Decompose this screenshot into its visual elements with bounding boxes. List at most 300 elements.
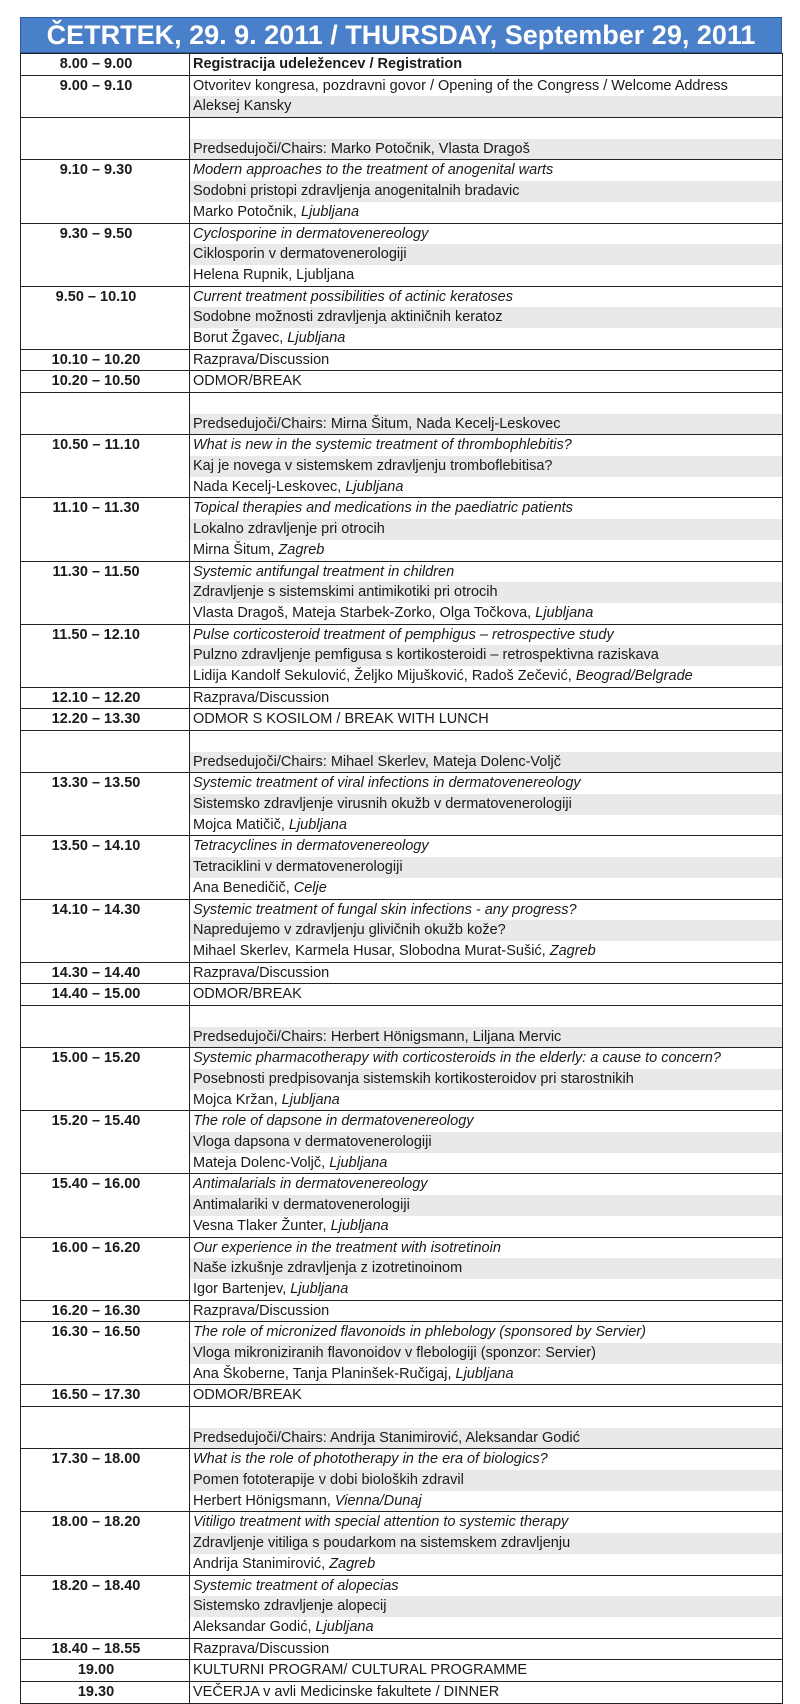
time-slot: 14.10 – 14.30 <box>51 901 141 918</box>
session-line <box>190 920 782 941</box>
time-cell <box>21 962 190 984</box>
session-cell <box>190 1385 783 1407</box>
session-line <box>190 1195 782 1216</box>
time-cell <box>21 435 190 498</box>
line-text: Vitiligo treatment with special attention to systemic therapy <box>193 1514 569 1531</box>
time-slot: 11.30 – 11.50 <box>52 563 140 580</box>
schedule-row <box>21 899 783 962</box>
schedule-row <box>21 1111 783 1174</box>
city-text: Ljubljana <box>301 203 360 220</box>
page-title: ČETRTEK, 29. 9. 2011 / THURSDAY, September 29, 2011 <box>20 17 782 53</box>
session-cell <box>190 1512 783 1575</box>
session-line-primary <box>190 498 782 519</box>
line-text: Predsedujoči/Chairs: Mirna Šitum, Nada Kecelj-Leskovec <box>193 415 561 432</box>
session-line <box>190 1132 782 1153</box>
schedule-row <box>21 1048 783 1111</box>
session-line-primary <box>190 625 782 646</box>
session-line-primary <box>190 1512 782 1533</box>
schedule-row <box>21 773 783 836</box>
time-slot: 10.50 – 11.10 <box>52 437 140 454</box>
time-slot: 12.10 – 12.20 <box>51 689 141 706</box>
session-line <box>190 1027 782 1048</box>
schedule-row <box>21 1005 783 1047</box>
schedule-row <box>21 731 783 773</box>
session-line <box>190 477 782 498</box>
session-line-primary <box>190 1006 782 1027</box>
city-text: Ljubljana <box>281 1091 340 1108</box>
session-line <box>190 582 782 603</box>
schedule-row <box>21 984 783 1006</box>
session-cell <box>190 371 783 393</box>
line-text: Kaj je novega v sistemskem zdravljenju tromboflebitisa? <box>193 458 553 475</box>
session-cell <box>190 836 783 899</box>
time-cell <box>21 1660 190 1682</box>
line-text: Vloga mikroniziranih flavonoidov v flebologiji (sponzor: Servier) <box>193 1344 596 1361</box>
session-line <box>190 1343 782 1364</box>
session-line-primary <box>190 160 782 181</box>
time-cell <box>21 773 190 836</box>
schedule-table <box>20 53 783 1704</box>
session-line-primary <box>190 1576 782 1597</box>
line-text: Sistemsko zdravljenje alopecij <box>193 1598 387 1615</box>
session-cell <box>190 118 783 160</box>
schedule-row <box>21 1407 783 1449</box>
city-text: Ljubljana <box>329 1154 388 1171</box>
session-cell <box>190 160 783 223</box>
line-text: Topical therapies and medications in the paediatric patients <box>193 500 573 517</box>
session-line-primary <box>190 1660 782 1681</box>
session-line-primary <box>190 773 782 794</box>
time-slot: 15.20 – 15.40 <box>51 1113 141 1130</box>
session-line-primary <box>190 393 782 414</box>
session-line-primary <box>190 984 782 1005</box>
line-text: Modern approaches to the treatment of anogenital warts <box>193 162 554 179</box>
time-slot: 14.30 – 14.40 <box>51 964 141 981</box>
line-text: Predsedujoči/Chairs: Andrija Stanimirović, Aleksandar Godić <box>193 1429 580 1446</box>
session-cell <box>190 1174 783 1237</box>
session-line <box>190 1258 782 1279</box>
time-cell <box>21 75 190 117</box>
time-cell <box>21 1005 190 1047</box>
time-slot: 10.20 – 10.50 <box>51 373 141 390</box>
line-text: Razprava/Discussion <box>193 1640 330 1657</box>
session-cell <box>190 1111 783 1174</box>
schedule-row <box>21 1385 783 1407</box>
line-text: Ana Benedičič, <box>193 879 294 896</box>
line-text: Current treatment possibilities of actinic keratoses <box>193 288 513 305</box>
session-cell <box>190 75 783 117</box>
session-line-primary <box>190 1238 782 1259</box>
line-text: Predsedujoči/Chairs: Marko Potočnik, Vlasta Dragoš <box>193 140 530 157</box>
time-slot <box>21 1006 171 1027</box>
session-line-primary <box>190 287 782 308</box>
session-cell <box>190 709 783 731</box>
schedule-row <box>21 1300 783 1322</box>
time-slot: 12.20 – 13.30 <box>51 711 141 728</box>
line-text: Nada Kecelj-Leskovec, <box>193 478 346 495</box>
time-slot: 14.40 – 15.00 <box>51 986 141 1003</box>
session-cell <box>190 1005 783 1047</box>
schedule-row <box>21 393 783 435</box>
session-line <box>190 645 782 666</box>
line-text: Vesna Tlaker Žunter, <box>193 1217 331 1234</box>
line-text: ODMOR/BREAK <box>193 1387 302 1404</box>
schedule-body <box>21 54 783 1704</box>
line-text: Sodobne možnosti zdravljenja aktiničnih keratoz <box>193 309 503 326</box>
time-cell <box>21 1322 190 1385</box>
schedule-row <box>21 1237 783 1300</box>
time-slot <box>21 393 171 414</box>
session-cell <box>190 1575 783 1638</box>
session-line <box>190 1069 782 1090</box>
session-line-primary <box>190 900 782 921</box>
time-cell <box>21 349 190 371</box>
line-text: Ana Škoberne, Tanja Planinšek-Ručigaj, <box>193 1365 456 1382</box>
session-line-primary <box>190 76 782 97</box>
line-text: ODMOR S KOSILOM / BREAK WITH LUNCH <box>193 711 489 728</box>
session-cell <box>190 899 783 962</box>
session-cell <box>190 1407 783 1449</box>
city-text: Ljubljana <box>315 1618 374 1635</box>
line-text: Naše izkušnje zdravljenja z izotretinoinom <box>193 1260 463 1277</box>
schedule-row <box>21 1174 783 1237</box>
session-line <box>190 519 782 540</box>
schedule-row <box>21 962 783 984</box>
session-cell <box>190 624 783 687</box>
line-text: Antimalarials in dermatovenereology <box>193 1176 428 1193</box>
session-line-primary <box>190 1682 782 1703</box>
line-text: ODMOR/BREAK <box>193 986 302 1003</box>
city-text: Zagreb <box>278 541 325 558</box>
session-line-primary <box>190 1449 782 1470</box>
time-cell <box>21 731 190 773</box>
line-text: Our experience in the treatment with isotretinoin <box>193 1239 501 1256</box>
session-line <box>190 1554 782 1575</box>
city-text: Beograd/Belgrade <box>575 667 693 684</box>
schedule-row <box>21 1449 783 1512</box>
line-text: Razprava/Discussion <box>193 964 330 981</box>
session-cell <box>190 1237 783 1300</box>
line-text: Mojca Kržan, <box>193 1091 282 1108</box>
schedule-row <box>21 371 783 393</box>
schedule-row <box>21 1322 783 1385</box>
time-cell <box>21 709 190 731</box>
session-line <box>190 456 782 477</box>
session-cell <box>190 393 783 435</box>
schedule-row <box>21 687 783 709</box>
session-line <box>190 752 782 773</box>
session-cell <box>190 1681 783 1703</box>
session-line <box>190 603 782 624</box>
city-text: Ljubljana <box>288 816 347 833</box>
session-line-primary <box>190 1048 782 1069</box>
time-cell <box>21 118 190 160</box>
session-cell <box>190 731 783 773</box>
session-line <box>190 941 782 962</box>
session-line <box>190 1491 782 1512</box>
session-line <box>190 307 782 328</box>
city-text: Ljubljana <box>455 1365 514 1382</box>
line-text: Registracija udeležencev / Registration <box>193 56 463 72</box>
time-slot <box>21 118 171 139</box>
schedule-row <box>21 223 783 286</box>
session-line-primary <box>190 224 782 245</box>
city-text: Ljubljana <box>345 478 404 495</box>
city-text: Ljubljana <box>330 1217 389 1234</box>
session-line <box>190 96 782 117</box>
line-text: Tetracyclines in dermatovenereology <box>193 838 429 855</box>
time-cell <box>21 371 190 393</box>
session-line <box>190 1596 782 1617</box>
session-line <box>190 265 782 286</box>
time-slot: 13.50 – 14.10 <box>51 838 141 855</box>
session-line-primary <box>190 350 782 371</box>
line-text: Herbert Hönigsmann, <box>193 1492 335 1509</box>
session-cell <box>190 54 783 76</box>
session-line <box>190 1470 782 1491</box>
line-text: Posebnosti predpisovanja sistemskih kortikosteroidov pri starostnikih <box>193 1071 634 1087</box>
time-slot: 8.00 – 9.00 <box>59 56 133 72</box>
line-text: Zdravljenje vitiliga s poudarkom na sistemskem zdravljenju <box>193 1535 571 1552</box>
session-cell <box>190 286 783 349</box>
session-line <box>190 815 782 836</box>
line-text: Helena Rupnik, Ljubljana <box>193 266 355 283</box>
session-line <box>190 1216 782 1237</box>
session-line-primary <box>190 963 782 984</box>
session-cell <box>190 349 783 371</box>
time-cell <box>21 1512 190 1575</box>
time-cell <box>21 498 190 561</box>
schedule-row <box>21 435 783 498</box>
time-cell <box>21 1385 190 1407</box>
session-cell <box>190 1322 783 1385</box>
schedule-row <box>21 349 783 371</box>
session-cell <box>190 687 783 709</box>
city-text: Ljubljana <box>290 1280 349 1297</box>
session-line-primary <box>190 435 782 456</box>
session-line-primary <box>190 1322 782 1343</box>
time-slot: 17.30 – 18.00 <box>51 1451 141 1468</box>
line-text: Mirna Šitum, <box>193 541 279 558</box>
time-cell <box>21 984 190 1006</box>
time-cell <box>21 1638 190 1660</box>
session-line-primary <box>190 1301 782 1322</box>
time-cell <box>21 160 190 223</box>
line-text: Pulzno zdravljenje pemfigusa s kortikosteroidi – retrospektivna raziskava <box>193 647 659 664</box>
session-line-primary <box>190 836 782 857</box>
time-slot: 18.40 – 18.55 <box>51 1640 141 1657</box>
session-cell <box>190 435 783 498</box>
session-line <box>190 540 782 561</box>
line-text: KULTURNI PROGRAM/ CULTURAL PROGRAMME <box>193 1662 528 1679</box>
line-text: Aleksandar Godić, <box>193 1618 316 1635</box>
session-line <box>190 666 782 687</box>
line-text: Vloga dapsona v dermatovenerologiji <box>193 1134 432 1151</box>
line-text: Pulse corticosteroid treatment of pemphigus – retrospective study <box>193 626 614 643</box>
line-text: Andrija Stanimirović, <box>193 1555 330 1572</box>
session-line-primary <box>190 709 782 730</box>
line-text: ODMOR/BREAK <box>193 373 302 390</box>
time-slot <box>21 1407 171 1428</box>
time-slot: 9.10 – 9.30 <box>59 162 133 179</box>
session-line-primary <box>190 118 782 139</box>
time-slot: 11.50 – 12.10 <box>52 626 140 643</box>
session-line <box>190 1428 782 1449</box>
session-line <box>190 181 782 202</box>
session-line <box>190 857 782 878</box>
session-cell <box>190 962 783 984</box>
time-slot: 10.10 – 10.20 <box>51 351 141 368</box>
schedule-row <box>21 624 783 687</box>
session-cell <box>190 498 783 561</box>
schedule-row <box>21 1660 783 1682</box>
session-line-primary <box>190 1639 782 1660</box>
session-line <box>190 244 782 265</box>
line-text: Sistemsko zdravljenje virusnih okužb v dermatovenerologiji <box>193 796 572 813</box>
line-text: Borut Žgavec, <box>193 329 288 346</box>
time-slot: 16.20 – 16.30 <box>51 1302 141 1319</box>
schedule-row <box>21 1638 783 1660</box>
session-cell <box>190 773 783 836</box>
session-line-primary <box>190 1174 782 1195</box>
schedule-row <box>21 1512 783 1575</box>
time-cell <box>21 1449 190 1512</box>
session-line <box>190 878 782 899</box>
time-cell <box>21 687 190 709</box>
city-text: Zagreb <box>549 942 596 959</box>
city-text: Ljubljana <box>287 329 346 346</box>
line-text: Zdravljenje s sistemskimi antimikotiki pri otrocih <box>193 584 498 601</box>
line-text: Razprava/Discussion <box>193 351 330 368</box>
time-slot: 9.00 – 9.10 <box>59 77 133 94</box>
line-text: Mojca Matičič, <box>193 816 289 833</box>
session-line <box>190 202 782 223</box>
session-line-primary <box>190 54 782 75</box>
time-slot <box>21 731 171 752</box>
line-text: The role of micronized flavonoids in phlebology (sponsored by Servier) <box>193 1324 646 1341</box>
line-text: What is new in the systemic treatment of thrombophlebitis? <box>193 437 572 454</box>
time-slot: 15.40 – 16.00 <box>51 1176 141 1193</box>
line-text: Systemic treatment of viral infections in dermatovenereology <box>193 775 581 792</box>
session-line-primary <box>190 1111 782 1132</box>
time-cell <box>21 286 190 349</box>
session-line-primary <box>190 1385 782 1406</box>
schedule-row <box>21 75 783 117</box>
session-cell <box>190 561 783 624</box>
time-cell <box>21 1681 190 1703</box>
line-text: Mateja Dolenc-Voljč, <box>193 1154 330 1171</box>
schedule-row <box>21 286 783 349</box>
schedule-row <box>21 1681 783 1703</box>
time-slot: 18.20 – 18.40 <box>51 1577 141 1594</box>
session-line-primary <box>190 731 782 752</box>
session-line <box>190 139 782 160</box>
line-text: Ciklosporin v dermatovenerologiji <box>193 246 407 263</box>
time-slot: 13.30 – 13.50 <box>51 775 141 792</box>
session-cell <box>190 1449 783 1512</box>
time-cell <box>21 1575 190 1638</box>
city-text: Ljubljana <box>535 604 594 621</box>
time-cell <box>21 1407 190 1449</box>
time-cell <box>21 1300 190 1322</box>
schedule-row <box>21 118 783 160</box>
schedule-row <box>21 498 783 561</box>
line-text: Systemic pharmacotherapy with corticosteroids in the elderly: a cause to concern? <box>193 1050 721 1067</box>
schedule-row <box>21 561 783 624</box>
time-cell <box>21 1111 190 1174</box>
session-line <box>190 1533 782 1554</box>
session-cell <box>190 1048 783 1111</box>
time-slot: 16.50 – 17.30 <box>51 1387 141 1404</box>
schedule-row <box>21 836 783 899</box>
line-text: Tetraciklini v dermatovenerologiji <box>193 859 403 876</box>
session-line <box>190 794 782 815</box>
time-slot: 16.30 – 16.50 <box>51 1324 141 1341</box>
time-cell <box>21 624 190 687</box>
programme-sheet <box>20 17 782 1704</box>
time-slot: 9.30 – 9.50 <box>59 225 133 242</box>
time-cell <box>21 393 190 435</box>
session-line <box>190 1153 782 1174</box>
time-slot: 16.00 – 16.20 <box>51 1239 141 1256</box>
session-line <box>190 1617 782 1638</box>
city-text: Celje <box>293 879 327 896</box>
session-line-primary <box>190 562 782 583</box>
city-text: Vienna/Dunaj <box>334 1492 422 1509</box>
line-text: Igor Bartenjev, <box>193 1280 291 1297</box>
schedule-row <box>21 1575 783 1638</box>
schedule-row <box>21 160 783 223</box>
time-slot: 9.50 – 10.10 <box>55 288 137 305</box>
session-line <box>190 328 782 349</box>
line-text: Razprava/Discussion <box>193 689 330 706</box>
line-text: Mihael Skerlev, Karmela Husar, Slobodna Murat-Sušić, <box>193 942 550 959</box>
line-text: Lokalno zdravljenje pri otrocih <box>193 521 385 538</box>
line-text: Systemic treatment of alopecias <box>193 1577 399 1594</box>
session-line-primary <box>190 1407 782 1428</box>
line-text: Predsedujoči/Chairs: Mihael Skerlev, Mateja Dolenc-Voljč <box>193 753 562 770</box>
session-line-primary <box>190 688 782 709</box>
session-line <box>190 1090 782 1111</box>
line-text: Cyclosporine in dermatovenereology <box>193 225 429 242</box>
time-slot: 19.30 <box>77 1683 115 1700</box>
session-line <box>190 1279 782 1300</box>
time-slot: 18.00 – 18.20 <box>51 1514 141 1531</box>
line-text: Marko Potočnik, <box>193 203 301 220</box>
schedule-row <box>21 54 783 76</box>
session-cell <box>190 1660 783 1682</box>
time-cell <box>21 836 190 899</box>
line-text: The role of dapsone in dermatovenereology <box>193 1113 474 1130</box>
session-cell <box>190 223 783 286</box>
time-cell <box>21 223 190 286</box>
line-text: Pomen fototerapije v dobi bioloških zdravil <box>193 1472 464 1489</box>
line-text: Predsedujoči/Chairs: Herbert Hönigsmann, Liljana Mervic <box>193 1028 562 1045</box>
time-cell <box>21 899 190 962</box>
line-text: Aleksej Kansky <box>193 98 292 115</box>
time-slot: 15.00 – 15.20 <box>51 1050 141 1067</box>
time-cell <box>21 1048 190 1111</box>
line-text: What is the role of phototherapy in the era of biologics? <box>193 1451 548 1468</box>
line-text: Vlasta Dragoš, Mateja Starbek-Zorko, Olga Točkova, <box>193 604 536 621</box>
line-text: Systemic treatment of fungal skin infections - any progress? <box>193 901 577 918</box>
time-slot: 11.10 – 11.30 <box>52 500 140 517</box>
schedule-row <box>21 709 783 731</box>
time-cell <box>21 54 190 76</box>
line-text: Systemic antifungal treatment in children <box>193 563 455 580</box>
line-text: Otvoritev kongresa, pozdravni govor / Opening of the Congress / Welcome Address <box>193 77 728 94</box>
session-cell <box>190 1300 783 1322</box>
